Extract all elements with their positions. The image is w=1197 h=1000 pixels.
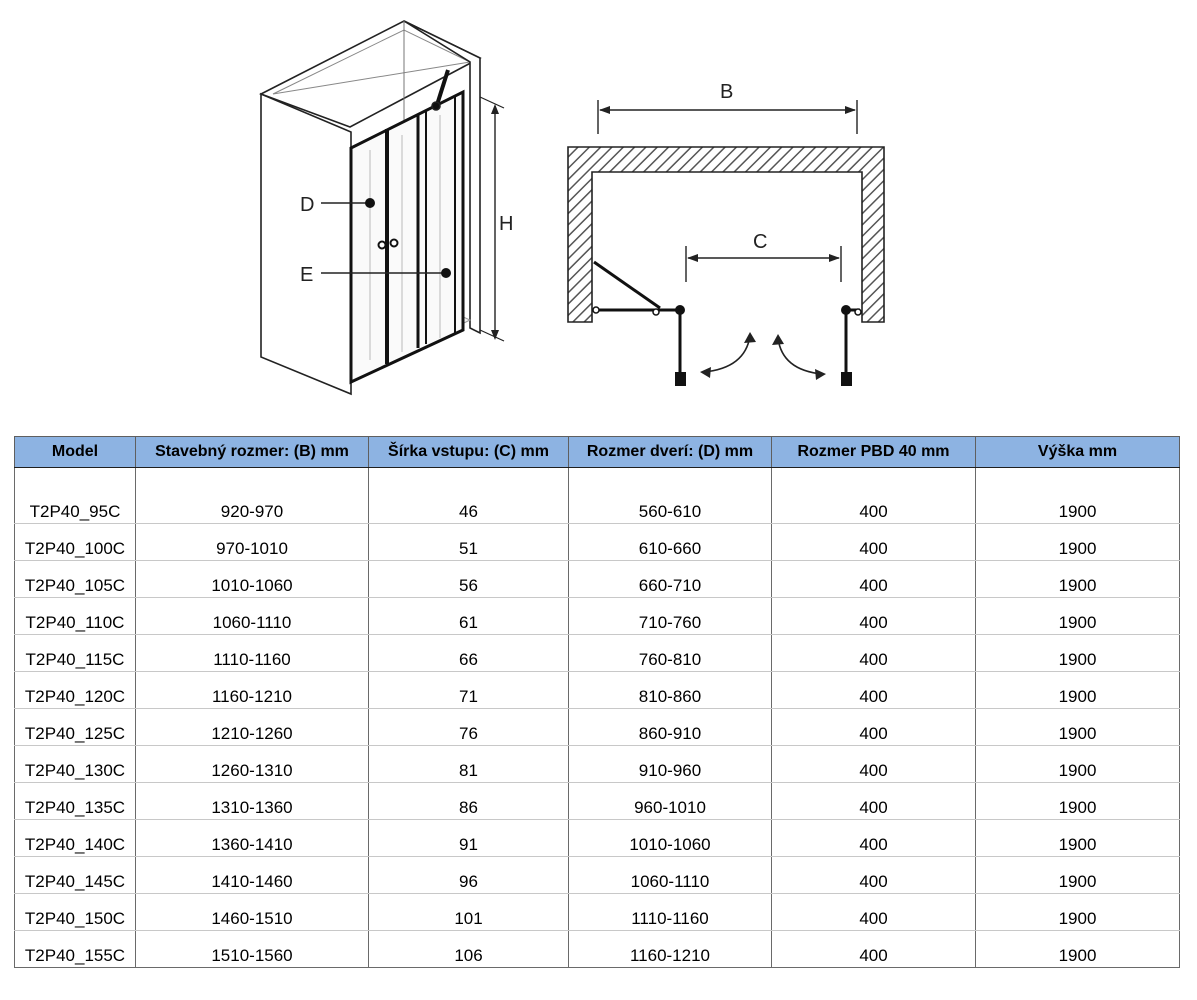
table-cell: 400 <box>772 894 976 931</box>
table-cell: T2P40_125C <box>15 709 136 746</box>
table-cell: 1900 <box>976 820 1180 857</box>
table-cell: 920-970 <box>136 468 369 524</box>
table-cell: 910-960 <box>569 746 772 783</box>
table-row <box>15 524 1180 561</box>
header-rozmer-dveri: Rozmer dverí: (D) mm <box>569 437 772 468</box>
table-cell: 400 <box>772 524 976 561</box>
swing-arrow-left-icon <box>704 336 750 372</box>
table-header-row <box>15 437 1180 468</box>
perspective-view <box>261 21 504 394</box>
table-cell: T2P40_140C <box>15 820 136 857</box>
table-cell: T2P40_120C <box>15 672 136 709</box>
table-cell: 1900 <box>976 783 1180 820</box>
swing-arrow-right-icon <box>778 338 822 374</box>
table-cell: 400 <box>772 820 976 857</box>
table-cell: 710-760 <box>569 598 772 635</box>
table-cell: 1900 <box>976 598 1180 635</box>
table-cell: 66 <box>369 635 569 672</box>
table-cell: 860-910 <box>569 709 772 746</box>
table-cell: 51 <box>369 524 569 561</box>
table-cell: 400 <box>772 709 976 746</box>
table-cell: 1900 <box>976 894 1180 931</box>
table-cell: 1900 <box>976 672 1180 709</box>
table-cell: 400 <box>772 857 976 894</box>
table-cell: 400 <box>772 468 976 524</box>
table-row <box>15 561 1180 598</box>
shower-diagram <box>0 0 1197 410</box>
table-row <box>15 820 1180 857</box>
table-cell: 1900 <box>976 746 1180 783</box>
table-cell: 76 <box>369 709 569 746</box>
table-cell: T2P40_135C <box>15 783 136 820</box>
table-cell: 1900 <box>976 468 1180 524</box>
header-vyska: Výška mm <box>976 437 1180 468</box>
table-cell: 1900 <box>976 635 1180 672</box>
table-cell: T2P40_105C <box>15 561 136 598</box>
table-row <box>15 746 1180 783</box>
table-cell: 71 <box>369 672 569 709</box>
header-sirka-vstupu: Šírka vstupu: (C) mm <box>369 437 569 468</box>
label-h: H <box>499 213 514 235</box>
table-cell: 1360-1410 <box>136 820 369 857</box>
table-cell: 760-810 <box>569 635 772 672</box>
label-e: E <box>300 264 314 286</box>
table-cell: 560-610 <box>569 468 772 524</box>
table-cell: 400 <box>772 931 976 968</box>
table-cell: T2P40_145C <box>15 857 136 894</box>
plan-view <box>568 100 884 386</box>
table-cell: 1060-1110 <box>136 598 369 635</box>
label-b: B <box>720 81 734 103</box>
table-cell: 46 <box>369 468 569 524</box>
left-wall <box>261 94 351 394</box>
table-cell: 400 <box>772 672 976 709</box>
table-cell: 1260-1310 <box>136 746 369 783</box>
table-cell: 1460-1510 <box>136 894 369 931</box>
table-cell: 400 <box>772 783 976 820</box>
table-cell: 1110-1160 <box>136 635 369 672</box>
table-cell: T2P40_95C <box>15 468 136 524</box>
table-cell: 1900 <box>976 931 1180 968</box>
handle-icon <box>379 242 386 249</box>
table-cell: 1160-1210 <box>136 672 369 709</box>
table-cell: 400 <box>772 598 976 635</box>
table-row <box>15 894 1180 931</box>
label-d: D <box>300 194 315 216</box>
table-cell: 400 <box>772 635 976 672</box>
table-cell: 400 <box>772 561 976 598</box>
table-cell: 1060-1110 <box>569 857 772 894</box>
table-cell: 81 <box>369 746 569 783</box>
table-cell: 1010-1060 <box>569 820 772 857</box>
table-cell: 1160-1210 <box>569 931 772 968</box>
table-cell: 1900 <box>976 561 1180 598</box>
table-cell: 660-710 <box>569 561 772 598</box>
table-cell: 106 <box>369 931 569 968</box>
table-cell: 1900 <box>976 524 1180 561</box>
table-cell: 1510-1560 <box>136 931 369 968</box>
table-cell: 1900 <box>976 709 1180 746</box>
label-c: C <box>753 231 768 253</box>
plan-walls <box>568 147 884 322</box>
table-cell: T2P40_110C <box>15 598 136 635</box>
table-cell: 101 <box>369 894 569 931</box>
table-row <box>15 468 1180 524</box>
table-cell: 96 <box>369 857 569 894</box>
dimensions-table <box>14 436 1180 968</box>
table-cell: 610-660 <box>569 524 772 561</box>
table-cell: 61 <box>369 598 569 635</box>
table-cell: 1010-1060 <box>136 561 369 598</box>
table-cell: 1310-1360 <box>136 783 369 820</box>
table-cell: T2P40_155C <box>15 931 136 968</box>
table-cell: T2P40_115C <box>15 635 136 672</box>
table-cell: 960-1010 <box>569 783 772 820</box>
table-cell: T2P40_130C <box>15 746 136 783</box>
table-cell: T2P40_150C <box>15 894 136 931</box>
table-row <box>15 709 1180 746</box>
table-cell: 1900 <box>976 857 1180 894</box>
table-cell: T2P40_100C <box>15 524 136 561</box>
table-row <box>15 931 1180 968</box>
table-cell: 400 <box>772 746 976 783</box>
header-rozmer-pbd: Rozmer PBD 40 mm <box>772 437 976 468</box>
table-row <box>15 672 1180 709</box>
table-row <box>15 635 1180 672</box>
table-row <box>15 857 1180 894</box>
header-stavebny-rozmer: Stavebný rozmer: (B) mm <box>136 437 369 468</box>
table-cell: 1110-1160 <box>569 894 772 931</box>
glass-door <box>351 92 463 382</box>
table-cell: 970-1010 <box>136 524 369 561</box>
table-cell: 1410-1460 <box>136 857 369 894</box>
table-cell: 91 <box>369 820 569 857</box>
table-cell: 86 <box>369 783 569 820</box>
header-model: Model <box>15 437 136 468</box>
table-cell: 810-860 <box>569 672 772 709</box>
table-row <box>15 783 1180 820</box>
table-cell: 1210-1260 <box>136 709 369 746</box>
table-row <box>15 598 1180 635</box>
table-cell: 56 <box>369 561 569 598</box>
